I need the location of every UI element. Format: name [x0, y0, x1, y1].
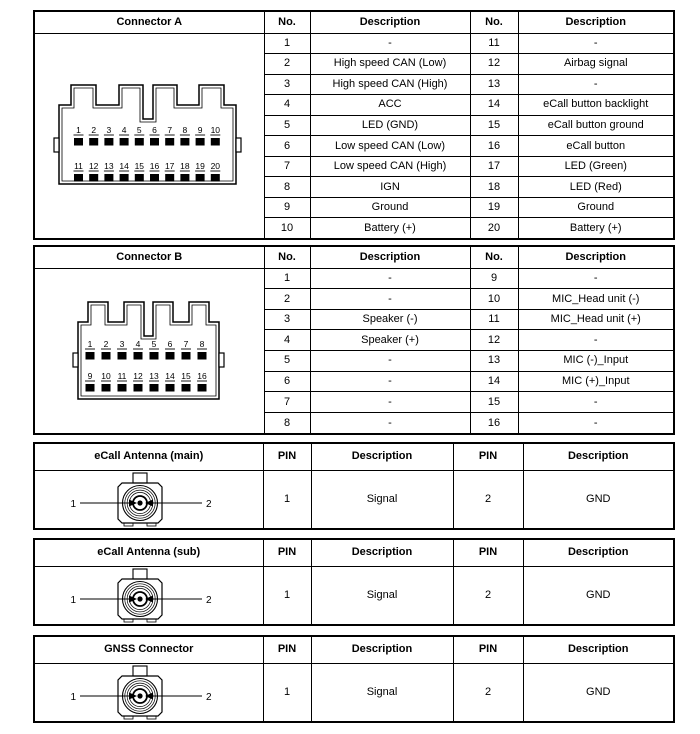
pin-row-bottom [74, 161, 221, 182]
pin-contact [105, 174, 114, 182]
coax-antenna-connector-icon [36, 471, 262, 527]
pin-number-label: 1 [87, 338, 93, 349]
pin-description-cell: - [518, 412, 674, 434]
pin-description-cell: eCall button backlight [518, 95, 674, 116]
pin-number-cell: 12 [470, 330, 518, 351]
pin-description-cell: Low speed CAN (Low) [310, 136, 470, 157]
pin-number-cell: 7 [264, 392, 310, 413]
antenna-pin1-label: 1 [70, 692, 76, 704]
pin-number-cell: 7 [264, 156, 310, 177]
pin-contact [102, 352, 111, 360]
pin-number-label: 2 [103, 338, 109, 349]
pin-number-label: 6 [152, 124, 158, 135]
pin-number-label: 12 [89, 160, 99, 171]
pin-description-cell: Ground [310, 197, 470, 218]
connector-16pin-icon [36, 269, 262, 433]
pin-contact [211, 174, 220, 182]
pin-number-label: 8 [199, 338, 205, 349]
pin-contact [134, 352, 143, 360]
pin-contact [196, 174, 205, 182]
col-header-description: Description [311, 539, 453, 566]
pin-description-cell: - [310, 268, 470, 289]
col-header-pin: PIN [263, 539, 311, 566]
pin-contact [135, 138, 144, 146]
pin-contact [181, 174, 190, 182]
header-row [34, 246, 674, 268]
pin-description-cell: - [310, 412, 470, 434]
pin-description-cell: Battery (+) [310, 218, 470, 239]
pin-description-cell: - [310, 392, 470, 413]
pin-number-cell: 13 [470, 351, 518, 372]
col-header-description: Description [311, 636, 453, 663]
col-header-description: Description [311, 443, 453, 470]
col-header-pin: PIN [453, 443, 523, 470]
pin-number-label: 9 [197, 124, 203, 135]
pin-description-cell: - [518, 330, 674, 351]
col-header-description: Description [523, 443, 674, 470]
col-header-pin: PIN [263, 443, 311, 470]
pin-description-cell: MIC_Head unit (+) [518, 309, 674, 330]
connector-a-diagram [34, 33, 264, 239]
pin-contact [89, 174, 98, 182]
pin-number-label: 2 [91, 124, 97, 135]
pin-number-cell: 20 [470, 218, 518, 239]
antenna-pin1-label: 1 [70, 499, 76, 511]
pin-number-label: 19 [195, 160, 206, 171]
pin-number-label: 3 [106, 124, 112, 135]
pin-description-cell: MIC_Head unit (-) [518, 289, 674, 310]
ecall-antenna-main-section [33, 442, 675, 530]
header-row [34, 11, 674, 33]
pin-number-cell: 12 [470, 54, 518, 75]
pin-contact [89, 138, 98, 146]
pin-number-label: 13 [149, 370, 159, 381]
pin-number-label: 16 [150, 160, 160, 171]
pin-number-label: 15 [134, 160, 145, 171]
pin-number-cell: 5 [264, 351, 310, 372]
pin-contact [166, 352, 175, 360]
pin-contact [118, 384, 127, 392]
pin-number-label: 9 [87, 370, 93, 381]
pin-description-cell: High speed CAN (High) [310, 74, 470, 95]
pin-number-label: 12 [133, 370, 143, 381]
col-header-no: No. [470, 246, 518, 268]
pin-number-cell: 1 [264, 268, 310, 289]
pin-number-cell: 8 [264, 177, 310, 198]
pin-description-cell: - [518, 33, 674, 54]
pin-contact [150, 352, 159, 360]
ecall-antenna-sub-diagram [34, 566, 263, 625]
col-header-description: Description [310, 246, 470, 268]
antenna-pin2-label: 2 [205, 692, 212, 704]
pin-contact [74, 174, 83, 182]
pin-number-cell: 10 [470, 289, 518, 310]
pin-description-cell: - [518, 392, 674, 413]
pin-description-cell: Low speed CAN (High) [310, 156, 470, 177]
pin-contact [102, 384, 111, 392]
col-header-pin: PIN [263, 636, 311, 663]
pin-contact [181, 138, 190, 146]
pin-description-cell: MIC (+)_Input [518, 371, 674, 392]
pin-number-cell: 8 [264, 412, 310, 434]
pin-number-label: 18 [180, 160, 190, 171]
antenna-pin2-label: 2 [205, 595, 212, 607]
pin-contact [120, 174, 129, 182]
connector-b-diagram [34, 268, 264, 434]
connector-20pin-icon [36, 34, 262, 238]
pin-number-cell: 18 [470, 177, 518, 198]
pin-number-cell: 3 [264, 74, 310, 95]
pin-row-top [85, 339, 207, 360]
pin-contact [150, 174, 159, 182]
coax-antenna-connector-icon [36, 664, 262, 720]
pin-contact [166, 384, 175, 392]
pin-contact [86, 352, 95, 360]
pin-number-cell: 15 [470, 392, 518, 413]
col-header-no: No. [264, 11, 310, 33]
ecall-antenna-main-diagram [34, 470, 263, 529]
pin-description-cell: - [310, 33, 470, 54]
pin-number-cell: 4 [264, 330, 310, 351]
pin-contact [211, 138, 220, 146]
table-row [34, 663, 674, 722]
pin-number-label: 5 [137, 124, 142, 135]
col-header-description: Description [518, 246, 674, 268]
pin-contact [182, 352, 191, 360]
pin-contact [182, 384, 191, 392]
pin-number-label: 13 [104, 160, 114, 171]
pin-number-cell: 1 [263, 566, 311, 625]
pin-contact [198, 352, 207, 360]
pin-description-cell: - [310, 289, 470, 310]
pin-number-cell: 11 [470, 309, 518, 330]
pin-number-cell: 4 [264, 95, 310, 116]
pin-description-cell: GND [523, 566, 674, 625]
pin-description-cell: GND [523, 663, 674, 722]
pin-contact [165, 174, 174, 182]
pin-number-label: 11 [74, 160, 84, 171]
pin-number-label: 4 [121, 124, 127, 135]
table-row [34, 33, 674, 54]
pin-number-cell: 19 [470, 197, 518, 218]
coax-antenna-connector-icon [36, 567, 262, 623]
table-row [34, 268, 674, 289]
pin-number-cell: 5 [264, 115, 310, 136]
pin-number-cell: 10 [264, 218, 310, 239]
table-row [34, 566, 674, 625]
section-title: Connector A [34, 11, 264, 33]
pin-number-label: 5 [151, 338, 157, 349]
pin-description-cell: Signal [311, 663, 453, 722]
col-header-description: Description [518, 11, 674, 33]
pin-number-cell: 1 [263, 663, 311, 722]
pin-description-cell: Speaker (-) [310, 309, 470, 330]
pin-number-label: 14 [119, 160, 130, 171]
pin-number-label: 4 [135, 338, 141, 349]
pin-contact [105, 138, 114, 146]
pin-number-label: 16 [197, 370, 207, 381]
pin-number-cell: 13 [470, 74, 518, 95]
ecall-antenna-sub-section [33, 538, 675, 626]
pin-number-cell: 14 [470, 371, 518, 392]
section-title: eCall Antenna (sub) [34, 539, 263, 566]
pin-number-cell: 11 [470, 33, 518, 54]
pin-contact [135, 174, 144, 182]
pin-description-cell: Ground [518, 197, 674, 218]
pin-number-cell: 3 [264, 309, 310, 330]
antenna-pin1-label: 1 [70, 595, 76, 607]
gnss-connector-section [33, 635, 675, 723]
antenna-pin2-label: 2 [205, 499, 212, 511]
col-header-pin: PIN [453, 539, 523, 566]
pin-contact [196, 138, 205, 146]
pin-number-label: 17 [165, 160, 175, 171]
pin-description-cell: MIC (-)_Input [518, 351, 674, 372]
pin-description-cell: LED (Red) [518, 177, 674, 198]
pin-description-cell: eCall button ground [518, 115, 674, 136]
connector-a-section [33, 10, 675, 240]
pin-contact [74, 138, 83, 146]
pin-number-cell: 16 [470, 412, 518, 434]
col-header-pin: PIN [453, 636, 523, 663]
pin-number-cell: 1 [264, 33, 310, 54]
pin-number-cell: 15 [470, 115, 518, 136]
pin-contact [134, 384, 143, 392]
pin-number-label: 1 [76, 124, 82, 135]
pin-number-cell: 2 [264, 54, 310, 75]
pin-contact [165, 138, 174, 146]
pin-number-cell: 9 [264, 197, 310, 218]
pin-number-cell: 1 [263, 470, 311, 529]
pin-number-cell: 2 [453, 566, 523, 625]
pin-contact [120, 138, 129, 146]
pin-number-label: 20 [210, 160, 221, 171]
pin-number-cell: 6 [264, 136, 310, 157]
pin-number-label: 8 [182, 124, 188, 135]
pin-contact [86, 384, 95, 392]
pin-number-label: 6 [167, 338, 173, 349]
gnss-connector-diagram [34, 663, 263, 722]
pin-number-label: 3 [119, 338, 125, 349]
pin-description-cell: - [310, 371, 470, 392]
pin-description-cell: Signal [311, 470, 453, 529]
pin-number-label: 14 [165, 370, 175, 381]
pin-number-cell: 14 [470, 95, 518, 116]
pin-contact [118, 352, 127, 360]
pin-contact [150, 138, 159, 146]
pin-number-cell: 6 [264, 371, 310, 392]
section-title: eCall Antenna (main) [34, 443, 263, 470]
pin-description-cell: - [518, 74, 674, 95]
pin-number-cell: 9 [470, 268, 518, 289]
header-row [34, 636, 674, 663]
pin-number-cell: 17 [470, 156, 518, 177]
pin-number-label: 7 [167, 124, 173, 135]
col-header-no: No. [470, 11, 518, 33]
table-row [34, 470, 674, 529]
col-header-description: Description [523, 539, 674, 566]
pin-description-cell: Signal [311, 566, 453, 625]
pin-number-cell: 2 [264, 289, 310, 310]
col-header-description: Description [310, 11, 470, 33]
pin-number-label: 15 [181, 370, 191, 381]
pin-number-label: 11 [117, 370, 127, 381]
pin-number-label: 7 [183, 338, 189, 349]
pin-number-cell: 16 [470, 136, 518, 157]
connector-b-section [33, 245, 675, 435]
header-row [34, 443, 674, 470]
pin-description-cell: ACC [310, 95, 470, 116]
pin-number-label: 10 [101, 370, 111, 381]
pin-contact [150, 384, 159, 392]
section-title: GNSS Connector [34, 636, 263, 663]
pin-description-cell: GND [523, 470, 674, 529]
col-header-description: Description [523, 636, 674, 663]
pin-description-cell: Battery (+) [518, 218, 674, 239]
section-title: Connector B [34, 246, 264, 268]
pin-description-cell: IGN [310, 177, 470, 198]
header-row [34, 539, 674, 566]
pin-description-cell: LED (Green) [518, 156, 674, 177]
pin-number-cell: 2 [453, 470, 523, 529]
pin-number-label: 10 [210, 124, 221, 135]
col-header-no: No. [264, 246, 310, 268]
pin-description-cell: High speed CAN (Low) [310, 54, 470, 75]
pin-description-cell: LED (GND) [310, 115, 470, 136]
pin-contact [198, 384, 207, 392]
pin-description-cell: - [518, 268, 674, 289]
pin-row-top [74, 125, 221, 146]
pin-number-cell: 2 [453, 663, 523, 722]
pin-description-cell: Airbag signal [518, 54, 674, 75]
pin-description-cell: - [310, 351, 470, 372]
pin-description-cell: Speaker (+) [310, 330, 470, 351]
pin-description-cell: eCall button [518, 136, 674, 157]
pin-row-bottom [85, 371, 207, 392]
